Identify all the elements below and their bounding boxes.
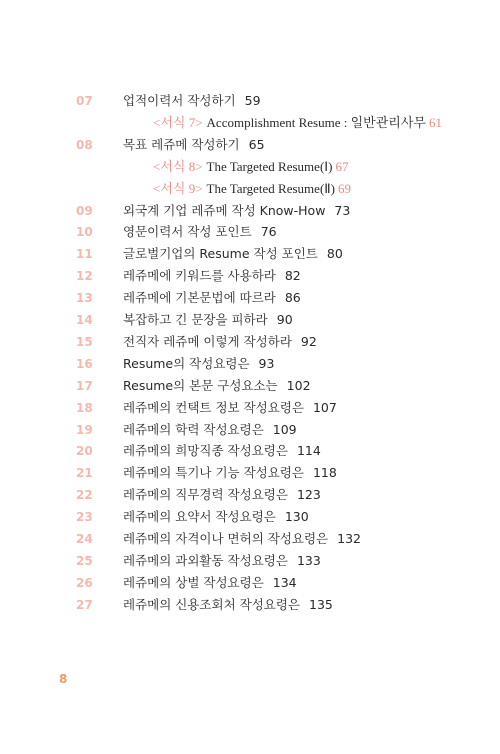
toc-entry-text <box>123 528 361 550</box>
toc-chapter-number: 11 <box>76 247 93 262</box>
toc-entry <box>0 375 500 397</box>
form-tag: <서식 7> <box>153 114 203 130</box>
toc-entry-text <box>123 572 297 594</box>
toc-entry-title: 글로벌기업의 Resume 작성 포인트 <box>123 246 318 262</box>
toc-entry-text <box>123 200 350 222</box>
toc-entry-title: 레쥬메에 키워드를 사용하라 <box>123 268 276 284</box>
toc-entry <box>0 243 500 265</box>
toc-page-number: 82 <box>284 268 301 284</box>
toc-subentry-text <box>153 178 351 200</box>
toc-page-number: 73 <box>334 202 351 218</box>
toc-entry-title: 레쥬메의 컨택트 정보 작성요령은 <box>123 399 304 415</box>
toc-chapter-number: 22 <box>76 488 93 503</box>
toc-page-number: 69 <box>338 180 351 196</box>
toc-entry <box>0 200 500 222</box>
toc-chapter-number: 14 <box>76 313 93 327</box>
toc-entry <box>0 419 500 441</box>
toc-chapter-number: 17 <box>76 378 93 393</box>
toc-page-number: 102 <box>286 377 311 393</box>
toc-entry-title: 전직자 레쥬메 이렇게 작성하라 <box>123 333 292 349</box>
toc-entry-title: 레쥬메의 특기나 기능 작성요령은 <box>123 465 304 481</box>
toc-entry-text <box>123 134 265 156</box>
toc-page-number: 61 <box>428 114 442 130</box>
toc-entry-text <box>123 309 293 331</box>
toc-chapter-number: 19 <box>76 422 93 437</box>
toc-subentry <box>0 156 500 178</box>
toc-entry-text <box>123 419 297 441</box>
toc-entry-text <box>123 506 309 528</box>
toc-entry-text <box>123 353 274 375</box>
toc-entry <box>0 353 500 375</box>
toc-entry-text <box>123 221 277 243</box>
toc-page-number: 65 <box>248 136 265 152</box>
toc-entry <box>0 309 500 331</box>
toc-chapter-number: 25 <box>76 553 93 568</box>
toc-entry <box>0 506 500 528</box>
toc-page-number: 132 <box>337 531 361 546</box>
toc-page-number: 90 <box>276 312 293 327</box>
toc-entry <box>0 287 500 309</box>
toc-page-number: 107 <box>312 399 337 415</box>
toc-page-number: 76 <box>260 224 277 240</box>
toc-entry-text <box>123 462 337 484</box>
toc-page-number: 118 <box>312 465 337 481</box>
toc-chapter-number: 24 <box>76 532 93 546</box>
toc-entry <box>0 484 500 506</box>
toc-subentry-title: The Targeted Resume(Ⅰ) <box>206 158 333 174</box>
toc-chapter-number: 08 <box>76 137 93 152</box>
toc-entry <box>0 594 500 616</box>
toc-page-number: 135 <box>309 596 333 612</box>
toc-page-number: 134 <box>272 574 297 590</box>
toc-chapter-number: 07 <box>76 94 93 108</box>
toc-page-number: 130 <box>284 509 309 525</box>
toc-subentry-title: Accomplishment Resume : 일반관리사무 <box>206 114 426 130</box>
toc-entry-title: 레쥬메의 자격이나 면허의 작성요령은 <box>123 531 329 546</box>
toc-chapter-number: 15 <box>76 334 93 349</box>
toc-entry <box>0 462 500 484</box>
toc-chapter-number: 16 <box>76 356 93 371</box>
toc-entry-title: Resume의 본문 구성요소는 <box>123 377 278 393</box>
toc-entry-text <box>123 265 301 287</box>
toc-subentry <box>0 178 500 200</box>
toc-page-number: 92 <box>300 333 317 349</box>
toc-page-number: 93 <box>258 355 275 371</box>
toc-entry-text <box>123 375 311 397</box>
toc-entry-title: 레쥬메의 상벌 작성요령은 <box>123 574 264 590</box>
toc-page-number: 123 <box>296 487 321 503</box>
form-tag: <서식 8> <box>153 158 203 174</box>
toc-entry-title: 레쥬메의 과외활동 작성요령은 <box>123 552 288 568</box>
toc-entry <box>0 90 500 112</box>
toc-page-number: 109 <box>272 421 297 437</box>
toc-entry-text <box>123 594 333 616</box>
toc-subentry <box>0 112 500 134</box>
toc-chapter-number: 21 <box>76 466 93 481</box>
toc-entry-title: 복잡하고 긴 문장을 피하라 <box>123 312 268 327</box>
toc-chapter-number: 23 <box>76 510 93 525</box>
toc-entry <box>0 265 500 287</box>
toc-entry-title: 레쥬메의 직무경력 작성요령은 <box>123 487 288 503</box>
toc-entry <box>0 572 500 594</box>
toc-chapter-number: 27 <box>76 597 93 612</box>
toc-page-number: 80 <box>326 246 343 262</box>
toc-chapter-number: 09 <box>76 203 93 218</box>
toc-entry-text <box>123 397 337 419</box>
toc-entry <box>0 550 500 572</box>
toc-entry-title: 레쥬메의 신용조회처 작성요령은 <box>123 596 300 612</box>
toc-chapter-number: 10 <box>76 225 93 240</box>
toc-entry-title: 목표 레쥬메 작성하기 <box>123 136 240 152</box>
form-tag: <서식 9> <box>153 180 203 196</box>
toc-chapter-number: 12 <box>76 269 93 284</box>
toc-chapter-number: 13 <box>76 291 93 306</box>
toc-subentry-text <box>153 156 348 178</box>
toc-chapter-number: 18 <box>76 400 93 415</box>
toc-chapter-number: 26 <box>76 575 93 590</box>
toc-page-number: 59 <box>244 93 261 108</box>
toc-chapter-number: 20 <box>76 444 93 459</box>
toc-entry <box>0 134 500 156</box>
toc-entry-title: 외국계 기업 레쥬메 작성 Know-How <box>123 202 326 218</box>
toc-entry-title: 영문이력서 작성 포인트 <box>123 224 252 240</box>
toc-entry-title: Resume의 작성요령은 <box>123 355 250 371</box>
toc-entry-title: 레쥬메의 학력 작성요령은 <box>123 421 264 437</box>
page-number: 8 <box>59 672 68 686</box>
toc-entry-text <box>123 440 321 462</box>
toc-entry <box>0 440 500 462</box>
toc-entry-text <box>123 90 261 112</box>
toc-page-number: 133 <box>296 552 321 568</box>
toc-entry-text <box>123 550 321 572</box>
toc-entry <box>0 528 500 550</box>
toc-entry-title: 레쥬메의 희망직종 작성요령은 <box>123 443 288 459</box>
toc-page-number: 67 <box>335 158 349 174</box>
toc-entry-text <box>123 331 317 353</box>
toc-page-number: 86 <box>284 290 301 306</box>
toc-entry <box>0 331 500 353</box>
toc-entry <box>0 397 500 419</box>
toc-entry-text <box>123 287 301 309</box>
toc-entry-title: 레쥬메에 기본문법에 따르라 <box>123 290 276 306</box>
toc-page-number: 114 <box>296 443 321 459</box>
toc-entry-title: 업적이력서 작성하기 <box>123 93 236 108</box>
toc-entry-text <box>123 243 343 265</box>
toc-subentry-title: The Targeted Resume(Ⅱ) <box>206 180 335 196</box>
toc-entry-title: 레쥬메의 요약서 작성요령은 <box>123 509 276 525</box>
toc-entry-text <box>123 484 321 506</box>
toc-entry <box>0 221 500 243</box>
toc-subentry-text <box>153 112 442 134</box>
